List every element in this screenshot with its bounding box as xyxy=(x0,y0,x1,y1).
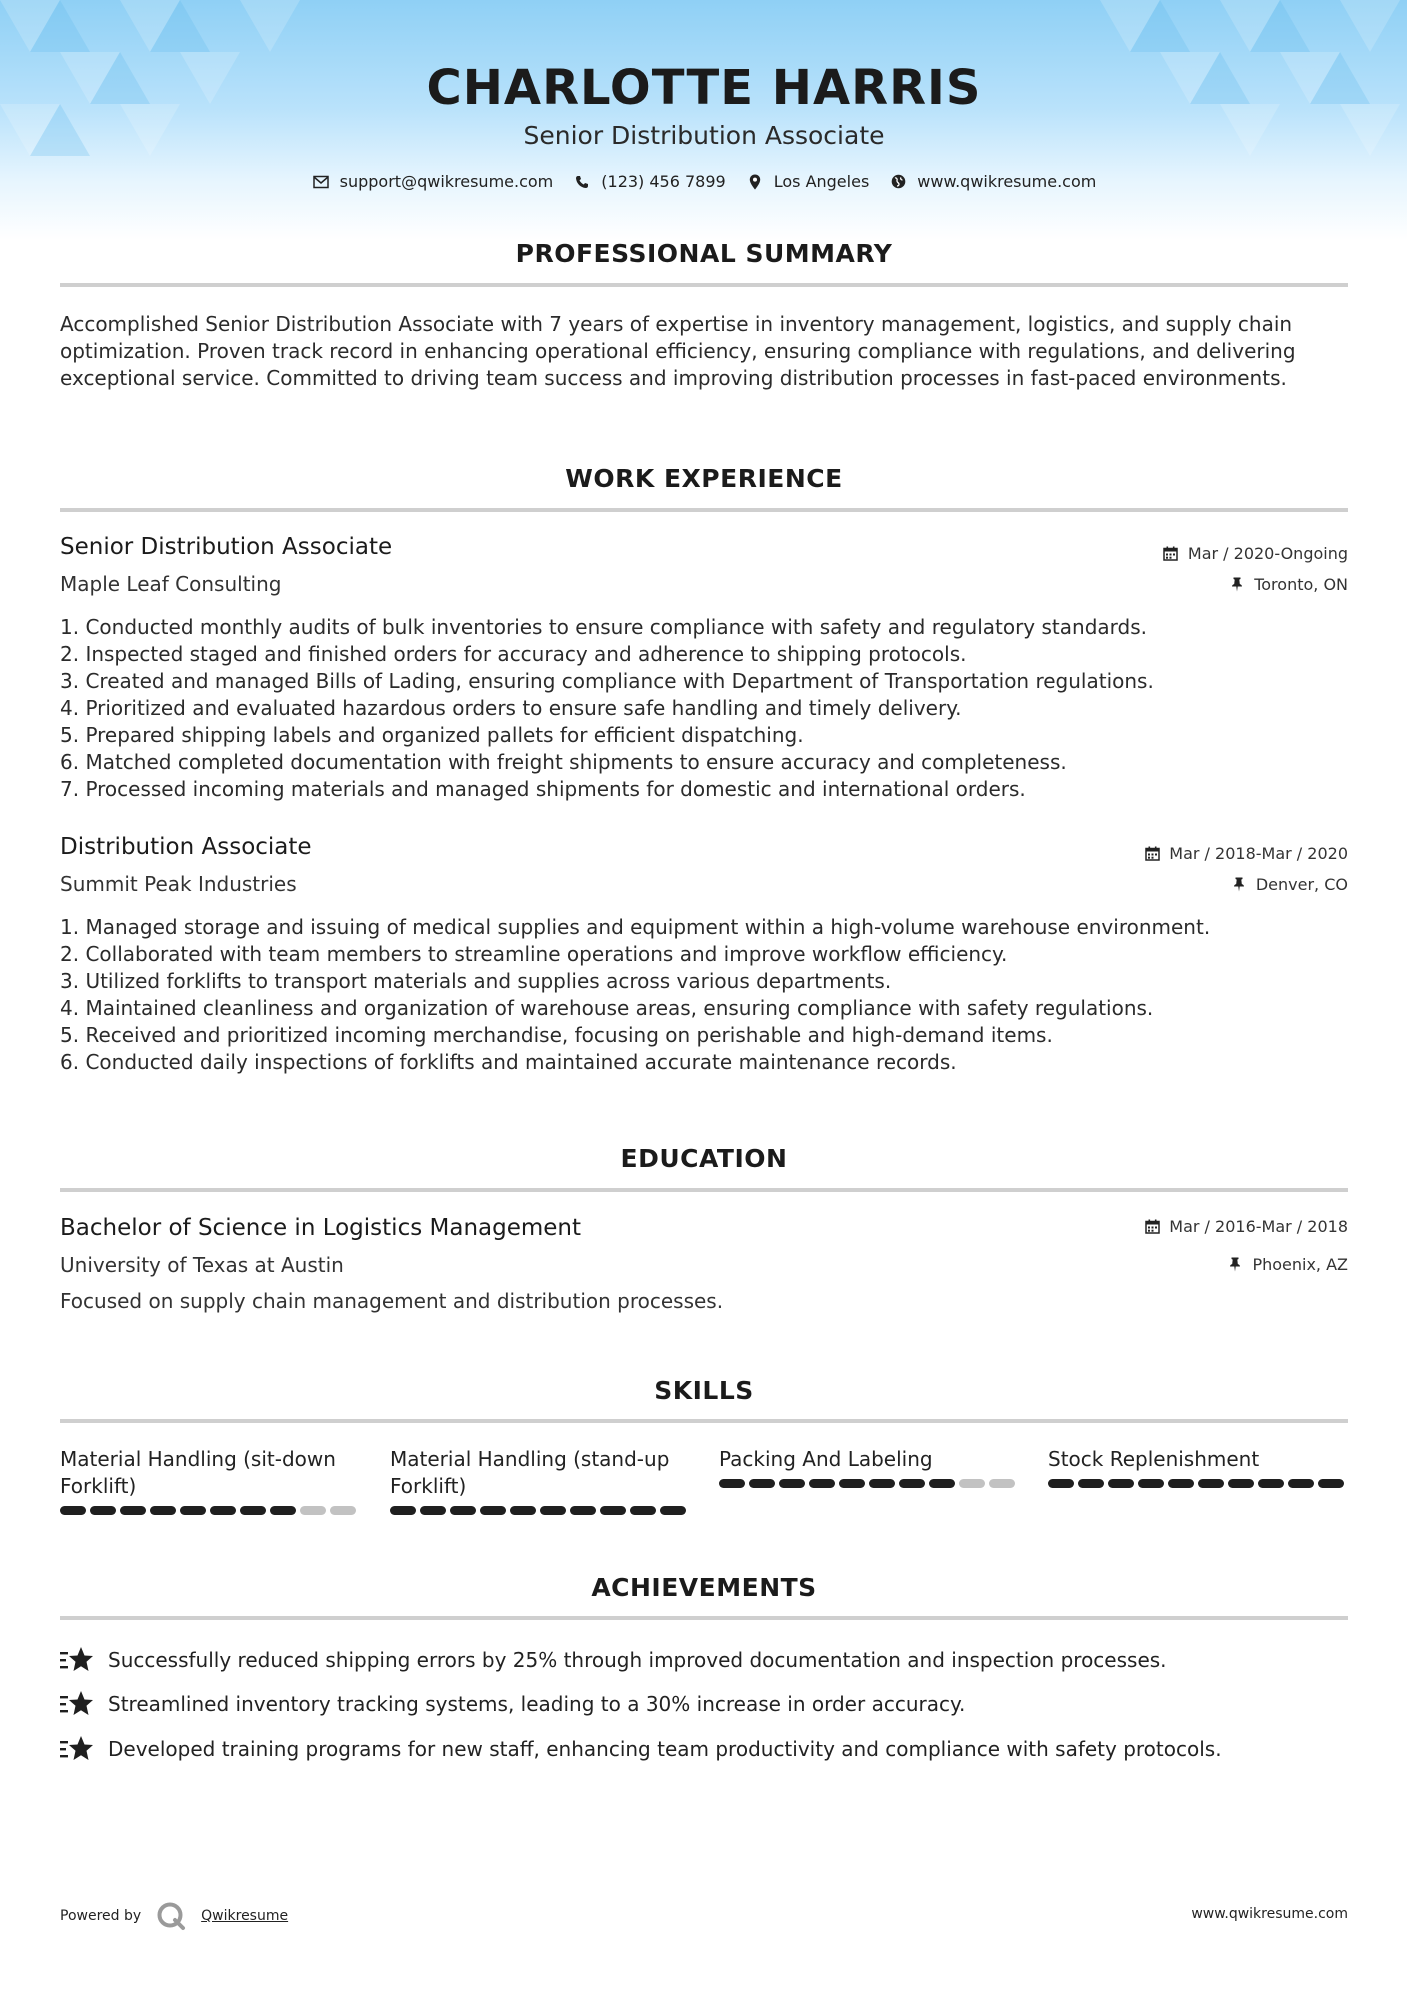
star-badge-icon xyxy=(60,1646,94,1674)
contact-email[interactable] xyxy=(312,172,554,191)
summary-divider xyxy=(60,283,1348,287)
pushpin-icon xyxy=(1228,576,1246,594)
education-note: Focused on supply chain management and distribution processes. xyxy=(60,1289,724,1313)
website-text: www.qwikresume.com xyxy=(917,172,1097,191)
skill-level-segment xyxy=(959,1479,985,1488)
skill-level-meter xyxy=(390,1506,690,1515)
skill-level-segment xyxy=(270,1506,296,1515)
job-location-text: Toronto, ON xyxy=(1254,575,1348,594)
achievement-item xyxy=(60,1735,1222,1763)
achievements-heading: ACHIEVEMENTS xyxy=(591,1573,817,1602)
skill-level-segment xyxy=(90,1506,116,1515)
company-name: Summit Peak Industries xyxy=(60,872,297,896)
header-background xyxy=(0,0,1407,240)
pushpin-icon xyxy=(1230,876,1248,894)
candidate-name: CHARLOTTE HARRIS xyxy=(426,60,982,116)
list-item: 1. Managed storage and issuing of medical supplies and equipment within a high-volume warehouse environment. xyxy=(60,915,1211,939)
company-name: Maple Leaf Consulting xyxy=(60,572,282,596)
education-dates xyxy=(1143,1217,1348,1236)
skill-level-segment xyxy=(660,1506,686,1515)
skills-heading: SKILLS xyxy=(654,1376,754,1405)
job-location xyxy=(1230,875,1348,894)
calendar-icon xyxy=(1143,845,1161,863)
list-item: 3. Created and managed Bills of Lading, ensuring compliance with Department of Transportation regulations. xyxy=(60,669,1154,693)
skill-item xyxy=(1048,1446,1348,1488)
footer-branding xyxy=(60,1900,288,1932)
email-text: support@qwikresume.com xyxy=(339,172,554,191)
education-location xyxy=(1226,1255,1348,1274)
skill-level-segment xyxy=(749,1479,775,1488)
candidate-role: Senior Distribution Associate xyxy=(523,121,885,150)
school-name: University of Texas at Austin xyxy=(60,1253,344,1277)
summary-text: Accomplished Senior Distribution Associate with 7 years of expertise in inventory management, logistics, and supply chain optimization. Proven track record in enhancing operational efficiency, ensuring compliance with regulations, and delivering exceptional service. Committed to driving team success and improving distribution processes in fast-paced environments. xyxy=(60,312,1296,390)
phone-text: (123) 456 7899 xyxy=(601,172,726,191)
education-divider xyxy=(60,1188,1348,1192)
star-badge-icon xyxy=(60,1690,94,1718)
achievement-item xyxy=(60,1690,965,1718)
experience-heading: WORK EXPERIENCE xyxy=(565,464,843,493)
qwikresume-link[interactable]: Qwikresume xyxy=(201,1908,289,1924)
skill-level-segment xyxy=(1228,1479,1254,1488)
skill-level-segment xyxy=(1108,1479,1134,1488)
degree-title: Bachelor of Science in Logistics Management xyxy=(60,1215,582,1241)
globe-icon xyxy=(889,173,907,191)
experience-divider xyxy=(60,508,1348,512)
hexagon-pattern xyxy=(0,0,1407,240)
skill-level-segment xyxy=(1138,1479,1164,1488)
job-dates xyxy=(1162,544,1348,563)
skill-item xyxy=(60,1446,360,1515)
list-item: 5. Received and prioritized incoming merchandise, focusing on perishable and high-demand items. xyxy=(60,1023,1053,1047)
skill-level-segment xyxy=(809,1479,835,1488)
skill-level-segment xyxy=(719,1479,745,1488)
achievement-text: Successfully reduced shipping errors by 25% through improved documentation and inspection processes. xyxy=(108,1648,1167,1672)
envelope-icon xyxy=(312,173,330,191)
qwikresume-logo-icon xyxy=(155,1900,187,1932)
skill-level-segment xyxy=(300,1506,326,1515)
job-bullet-list xyxy=(60,614,1348,803)
job-title: Distribution Associate xyxy=(60,834,312,860)
list-item: 2. Inspected staged and finished orders for accuracy and adherence to shipping protocols. xyxy=(60,642,967,666)
star-badge-icon xyxy=(60,1735,94,1763)
job-bullet-list xyxy=(60,914,1348,1076)
education-dates-text: Mar / 2016-Mar / 2018 xyxy=(1169,1217,1348,1236)
skill-level-segment xyxy=(630,1506,656,1515)
skill-level-segment xyxy=(540,1506,566,1515)
skill-level-segment xyxy=(600,1506,626,1515)
skill-level-segment xyxy=(1198,1479,1224,1488)
skill-level-segment xyxy=(150,1506,176,1515)
list-item: 4. Prioritized and evaluated hazardous orders to ensure safe handling and timely delivery. xyxy=(60,696,962,720)
education-heading: EDUCATION xyxy=(620,1144,788,1173)
skill-level-meter xyxy=(60,1506,360,1515)
phone-icon xyxy=(573,173,591,191)
skill-level-segment xyxy=(60,1506,86,1515)
skill-level-meter xyxy=(1048,1479,1348,1488)
skill-level-segment xyxy=(839,1479,865,1488)
contact-phone[interactable] xyxy=(573,172,725,191)
job-location xyxy=(1228,575,1348,594)
list-item: 5. Prepared shipping labels and organized pallets for efficient dispatching. xyxy=(60,723,804,747)
job-location-text: Denver, CO xyxy=(1255,875,1348,894)
achievement-text: Streamlined inventory tracking systems, leading to a 30% increase in order accuracy. xyxy=(108,1692,966,1716)
skill-level-segment xyxy=(1048,1479,1074,1488)
skill-level-segment xyxy=(240,1506,266,1515)
contact-website[interactable] xyxy=(889,172,1096,191)
contact-bar xyxy=(60,172,1348,191)
skill-level-segment xyxy=(869,1479,895,1488)
skill-level-segment xyxy=(450,1506,476,1515)
skill-level-segment xyxy=(1168,1479,1194,1488)
skill-level-segment xyxy=(390,1506,416,1515)
list-item: 6. Matched completed documentation with freight shipments to ensure accuracy and completeness. xyxy=(60,750,1067,774)
skill-item xyxy=(719,1446,1019,1488)
education-location-text: Phoenix, AZ xyxy=(1252,1255,1348,1274)
skill-level-segment xyxy=(1288,1479,1314,1488)
skill-level-segment xyxy=(779,1479,805,1488)
skill-level-segment xyxy=(1258,1479,1284,1488)
skill-level-meter xyxy=(719,1479,1019,1488)
contact-location xyxy=(746,172,870,191)
skill-level-segment xyxy=(330,1506,356,1515)
skill-level-segment xyxy=(480,1506,506,1515)
skill-level-segment xyxy=(120,1506,146,1515)
calendar-icon xyxy=(1143,1218,1161,1236)
skill-level-segment xyxy=(899,1479,925,1488)
job-dates-text: Mar / 2020-Ongoing xyxy=(1187,544,1348,563)
list-item: 3. Utilized forklifts to transport materials and supplies across various departments. xyxy=(60,969,892,993)
footer-website[interactable]: www.qwikresume.com xyxy=(1191,1906,1348,1922)
skill-level-segment xyxy=(510,1506,536,1515)
skill-name: Material Handling (sit-down Forklift) xyxy=(60,1447,336,1498)
list-item: 4. Maintained cleanliness and organization of warehouse areas, ensuring compliance with safety regulations. xyxy=(60,996,1154,1020)
pushpin-icon xyxy=(1226,1256,1244,1274)
skill-level-segment xyxy=(210,1506,236,1515)
skill-level-segment xyxy=(180,1506,206,1515)
job-title: Senior Distribution Associate xyxy=(60,534,393,560)
skill-level-segment xyxy=(989,1479,1015,1488)
skill-item xyxy=(390,1446,690,1515)
skill-level-segment xyxy=(929,1479,955,1488)
job-dates xyxy=(1143,844,1348,863)
list-item: 1. Conducted monthly audits of bulk inventories to ensure compliance with safety and regulatory standards. xyxy=(60,615,1147,639)
calendar-icon xyxy=(1162,545,1180,563)
skills-divider xyxy=(60,1419,1348,1423)
skill-level-segment xyxy=(570,1506,596,1515)
skill-level-segment xyxy=(420,1506,446,1515)
location-text: Los Angeles xyxy=(773,172,870,191)
skill-name: Stock Replenishment xyxy=(1048,1447,1260,1471)
skill-name: Material Handling (stand-up Forklift) xyxy=(390,1447,670,1498)
list-item: 2. Collaborated with team members to streamline operations and improve workflow efficiency. xyxy=(60,942,1008,966)
powered-by-text: Powered by xyxy=(60,1908,142,1924)
achievements-divider xyxy=(60,1616,1348,1620)
list-item: 6. Conducted daily inspections of forklifts and maintained accurate maintenance records. xyxy=(60,1050,957,1074)
job-dates-text: Mar / 2018-Mar / 2020 xyxy=(1169,844,1348,863)
skill-name: Packing And Labeling xyxy=(719,1447,933,1471)
skill-level-segment xyxy=(1318,1479,1344,1488)
skill-level-segment xyxy=(1078,1479,1104,1488)
achievement-text: Developed training programs for new staff, enhancing team productivity and compliance with safety protocols. xyxy=(108,1737,1222,1761)
achievement-item xyxy=(60,1646,1167,1674)
map-pin-icon xyxy=(746,173,764,191)
summary-heading: PROFESSIONAL SUMMARY xyxy=(515,239,893,268)
list-item: 7. Processed incoming materials and managed shipments for domestic and international orders. xyxy=(60,777,1026,801)
